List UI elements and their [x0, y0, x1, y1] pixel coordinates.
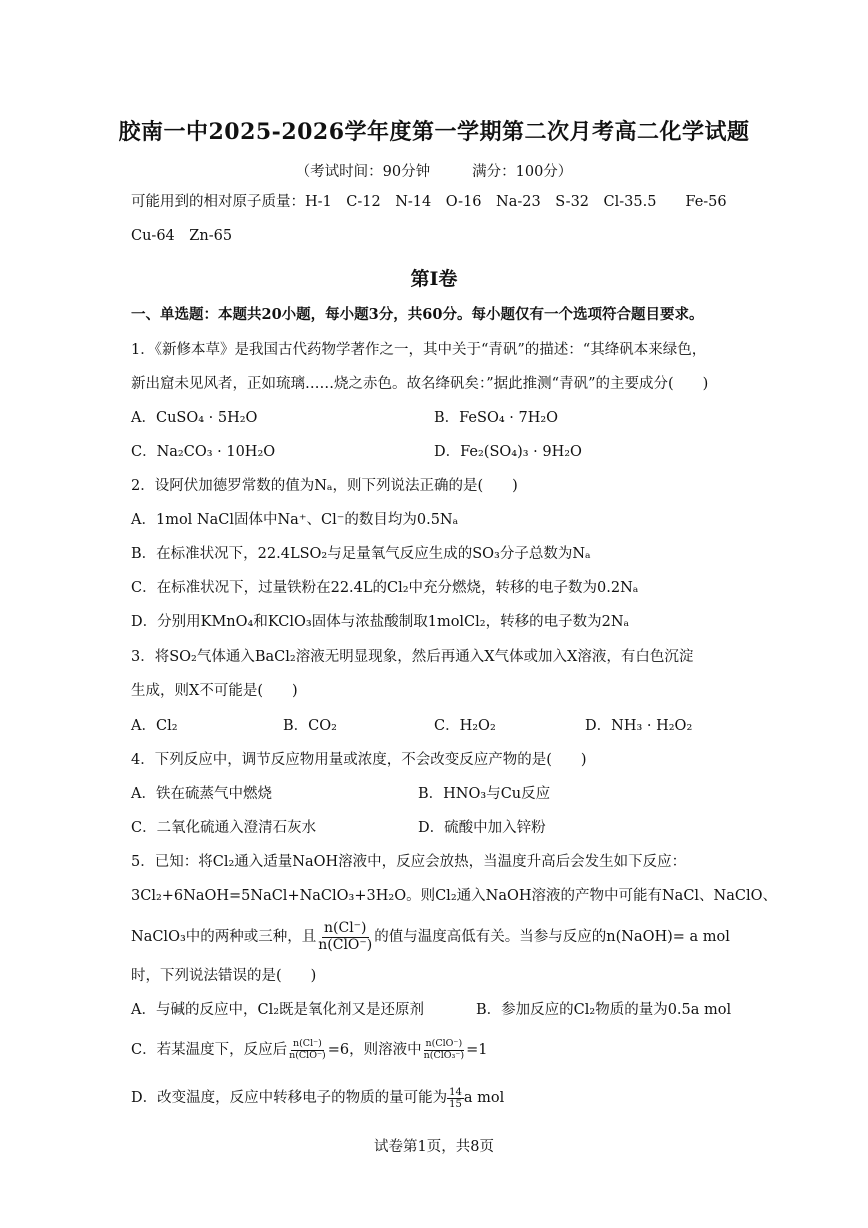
- exam-title: 胶南一中2025-2026学年度第一学期第二次月考高二化学试题: [118, 119, 750, 145]
- q5-c-text-mid: =6，则溶液中: [327, 1042, 422, 1058]
- q3-stem-line1: 3．将SO₂气体通入BaCl₂溶液无明显现象，然后再通入X气体或加入X溶液，有白色沉淀: [131, 649, 694, 665]
- q5-line3-text-pre: NaClO₃中的两种或三种，且: [131, 929, 317, 945]
- q5-stem-line3: [131, 918, 730, 956]
- q1-option-a: A．CuSO₄ · 5H₂O: [131, 410, 258, 426]
- q5-stem-line4: 时，下列说法错误的是( ): [131, 968, 317, 984]
- q2-option-c: C．在标准状况下，过量铁粉在22.4L的Cl₂中充分燃烧，转移的电子数为0.2Nₐ: [131, 580, 639, 596]
- q1-option-b: B．FeSO₄ · 7H₂O: [434, 410, 559, 426]
- q1-option-c: C．Na₂CO₃ · 10H₂O: [131, 444, 276, 460]
- q5-ratio-numerator: n(Cl⁻): [324, 920, 367, 937]
- q5-c-text-post: =1: [466, 1042, 488, 1058]
- q5-c-fraction1-numerator: n(Cl⁻): [292, 1038, 322, 1050]
- q5-c-fraction2: [422, 1039, 466, 1061]
- q5-ratio-fraction: [316, 921, 374, 953]
- q4-option-d: D．硫酸中加入锌粉: [418, 820, 546, 836]
- q4-option-a: A．铁在硫蒸气中燃烧: [131, 786, 272, 802]
- q5-c-fraction2-denominator: n(ClO₃⁻): [423, 1049, 465, 1061]
- q5-d-fraction-denominator: 15: [449, 1098, 462, 1110]
- volume-heading: 第Ⅰ卷: [410, 268, 458, 290]
- q4-option-c: C．二氧化硫通入澄清石灰水: [131, 820, 317, 836]
- q5-option-d: [131, 1080, 504, 1116]
- exam-info: [0, 160, 868, 181]
- exam-score: 满分：100分）: [472, 164, 573, 180]
- q5-option-c: [131, 1032, 487, 1068]
- q2-stem: 2．设阿伏加德罗常数的值为Nₐ，则下列说法正确的是( ): [131, 478, 518, 494]
- q5-c-fraction1-denominator: n(ClO⁻): [289, 1049, 326, 1061]
- q5-option-a: A．与碱的反应中，Cl₂既是氧化剂又是还原剂: [131, 1002, 425, 1018]
- q3-option-b: B．CO₂: [283, 718, 337, 734]
- q5-ratio-denominator: n(ClO⁻): [318, 936, 373, 953]
- q5-c-fraction2-numerator: n(ClO⁻): [425, 1038, 463, 1050]
- q4-option-b: B．HNO₃与Cu反应: [418, 786, 551, 802]
- q2-option-a: A．1mol NaCl固体中Na⁺、Cl⁻的数目均为0.5Nₐ: [131, 512, 459, 528]
- section-heading: 一、单选题：本题共20小题，每小题3分，共60分。每小题仅有一个选项符合题目要求。: [131, 306, 704, 323]
- q5-d-text-pre: D．改变温度，反应中转移电子的物质的量可能为: [131, 1090, 448, 1106]
- q4-stem: 4．下列反应中，调节反应物用量或浓度，不会改变反应产物的是( ): [131, 752, 587, 768]
- q5-d-text-post: a mol: [463, 1090, 505, 1106]
- q3-option-a: A．Cl₂: [131, 718, 178, 734]
- q5-d-fraction-numerator: 14: [449, 1086, 462, 1098]
- page-footer: 试卷第1页，共8页: [374, 1139, 494, 1155]
- q2-option-b: B．在标准状况下，22.4LSO₂与足量氧气反应生成的SO₃分子总数为Nₐ: [131, 546, 591, 562]
- exam-time: （考试时间：90分钟: [295, 164, 431, 180]
- q1-stem-line1: 1．《新修本草》是我国古代药物学著作之一，其中关于“青矾”的描述：“其绛矾本来绿色，: [131, 342, 707, 358]
- q5-c-text-pre: C．若某温度下，反应后: [131, 1042, 288, 1058]
- q2-option-d: D．分别用KMnO₄和KClO₃固体与浓盐酸制取1molCl₂，转移的电子数为2Nₐ: [131, 614, 630, 630]
- q5-option-b: B．参加反应的Cl₂物质的量为0.5a mol: [476, 1002, 732, 1018]
- q1-stem-line2: 新出窟未见风者，正如琉璃……烧之赤色。故名绛矾矣：”据此推测“青矾”的主要成分( ): [131, 376, 709, 392]
- q5-stem-line2: 3Cl₂+6NaOH=5NaCl+NaClO₃+3H₂O。则Cl₂通入NaOH溶液的产物中可能有NaCl、NaClO、: [131, 888, 778, 904]
- q3-option-d: D．NH₃ · H₂O₂: [585, 718, 693, 734]
- q1-option-d: D．Fe₂(SO₄)₃ · 9H₂O: [434, 444, 582, 460]
- q5-stem-line1: 5．已知：将Cl₂通入适量NaOH溶液中，反应会放热，当温度升高后会发生如下反应：: [131, 854, 687, 870]
- q5-d-fraction: [447, 1087, 464, 1110]
- q3-option-c: C．H₂O₂: [434, 718, 496, 734]
- q5-line3-text-post: 的值与温度高低有关。当参与反应的n(NaOH)= a mol: [374, 929, 730, 945]
- atomic-masses-line1: 可能用到的相对原子质量：H-1 C-12 N-14 O-16 Na-23 S-32 Cl-35.5 Fe-56: [131, 194, 727, 210]
- atomic-masses-line2: Cu-64 Zn-65: [131, 228, 233, 244]
- q3-stem-line2: 生成，则X不可能是( ): [131, 683, 298, 699]
- q5-c-fraction1: [287, 1039, 328, 1061]
